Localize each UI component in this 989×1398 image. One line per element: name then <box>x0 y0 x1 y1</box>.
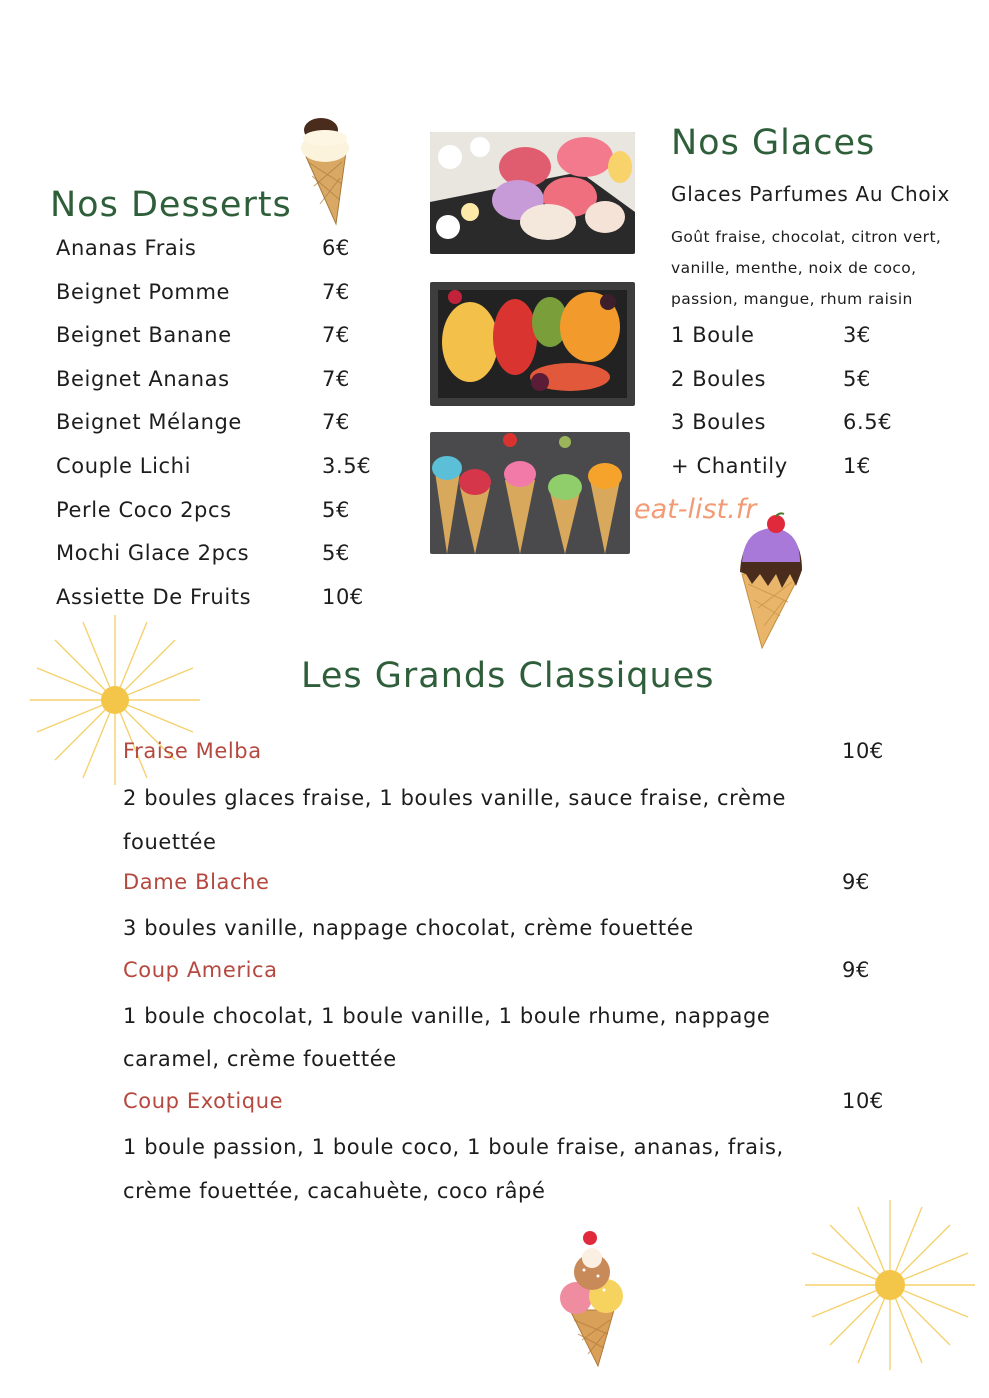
classique-desc: 1 boule passion, 1 boule coco, 1 boule fraise, ananas, frais, <box>123 1135 784 1159</box>
item-price: 1€ <box>843 454 871 478</box>
classique-name: Fraise Melba <box>123 739 262 763</box>
classiques-title: Les Grands Classiques <box>301 656 715 696</box>
list-item <box>56 585 396 615</box>
item-name: 3 Boules <box>671 410 767 434</box>
item-price: 7€ <box>322 280 350 304</box>
list-item <box>56 280 396 310</box>
item-name: 2 Boules <box>671 367 767 391</box>
classique-desc: 3 boules vanille, nappage chocolat, crème fouettée <box>123 916 694 940</box>
item-price: 3€ <box>843 323 871 347</box>
list-item <box>671 323 931 353</box>
flavours-line: passion, mangue, rhum raisin <box>671 290 913 308</box>
item-price: 10€ <box>322 585 364 609</box>
mochi-photo <box>430 132 635 254</box>
classique-name: Coup America <box>123 958 278 982</box>
list-item <box>56 541 396 571</box>
ice-cream-cone-icon <box>296 112 354 230</box>
classique-desc: 1 boule chocolat, 1 boule vanille, 1 boule rhume, nappage <box>123 1004 771 1028</box>
flavours-line: vanille, menthe, noix de coco, <box>671 259 917 277</box>
ice-cream-cone-icon <box>556 1226 628 1368</box>
glaces-subtitle: Glaces Parfumes Au Choix <box>671 182 951 206</box>
classique-price: 9€ <box>842 870 870 894</box>
item-name: + Chantily <box>671 454 788 478</box>
classique-desc: 2 boules glaces fraise, 1 boules vanille, sauce fraise, crème <box>123 786 787 810</box>
list-item <box>56 367 396 397</box>
classique-desc: fouettée <box>123 830 217 854</box>
classique-desc: crème fouettée, cacahuète, coco râpé <box>123 1179 546 1203</box>
item-price: 7€ <box>322 410 350 434</box>
item-name: Assiette De Fruits <box>56 585 252 609</box>
item-name: Beignet Ananas <box>56 367 230 391</box>
list-item <box>671 410 931 440</box>
item-price: 6€ <box>322 236 350 260</box>
item-name: Couple Lichi <box>56 454 192 478</box>
item-name: Beignet Mélange <box>56 410 242 434</box>
item-price: 7€ <box>322 323 350 347</box>
classique-price: 9€ <box>842 958 870 982</box>
classique-price: 10€ <box>842 739 884 763</box>
list-item <box>671 367 931 397</box>
item-price: 3.5€ <box>322 454 372 478</box>
item-name: Mochi Glace 2pcs <box>56 541 250 565</box>
item-price: 7€ <box>322 367 350 391</box>
fruit-platter-photo <box>430 282 635 406</box>
glaces-title: Nos Glaces <box>671 123 876 163</box>
item-price: 6.5€ <box>843 410 893 434</box>
item-name: Ananas Frais <box>56 236 197 260</box>
classique-desc: caramel, crème fouettée <box>123 1047 397 1071</box>
item-name: Beignet Pomme <box>56 280 231 304</box>
list-item <box>56 454 396 484</box>
list-item <box>56 410 396 440</box>
sun-burst-icon <box>800 1195 980 1375</box>
item-price: 5€ <box>322 541 350 565</box>
item-name: Perle Coco 2pcs <box>56 498 232 522</box>
classique-price: 10€ <box>842 1089 884 1113</box>
watermark: eat-list.fr <box>634 494 757 525</box>
item-name: 1 Boule <box>671 323 755 347</box>
item-name: Beignet Banane <box>56 323 232 347</box>
classique-name: Dame Blache <box>123 870 270 894</box>
item-price: 5€ <box>843 367 871 391</box>
list-item <box>56 323 396 353</box>
list-item <box>671 454 931 484</box>
list-item <box>56 498 396 528</box>
desserts-title: Nos Desserts <box>50 185 292 225</box>
sun-burst-icon <box>25 610 205 790</box>
item-price: 5€ <box>322 498 350 522</box>
glaces-flavours <box>671 222 981 315</box>
ice-cream-cone-icon <box>736 512 806 650</box>
list-item <box>56 236 396 266</box>
flavours-line: Goût fraise, chocolat, citron vert, <box>671 228 942 246</box>
ice-cream-cones-photo <box>430 432 630 554</box>
classique-name: Coup Exotique <box>123 1089 284 1113</box>
